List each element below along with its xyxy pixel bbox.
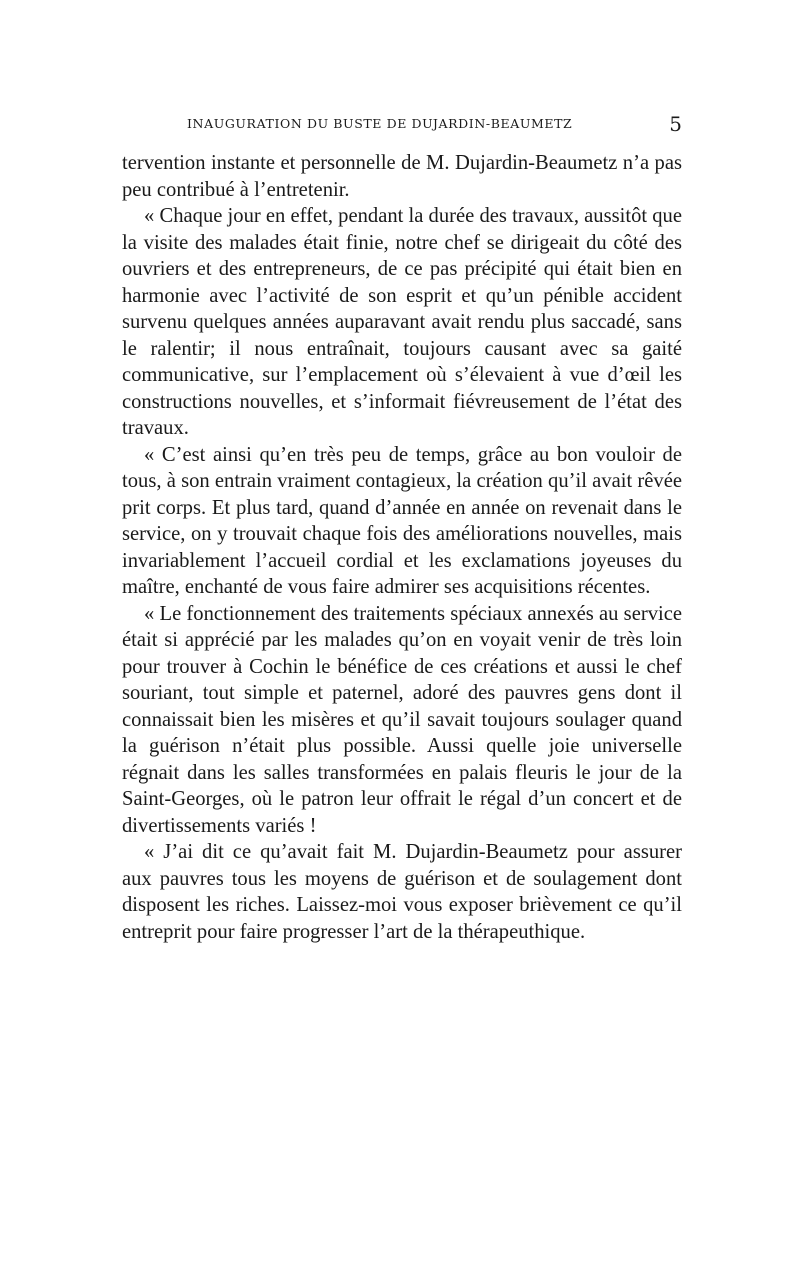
paragraph: « J’ai dit ce qu’avait fait M. Dujardin-Beaumetz pour assurer aux pauvres tous les moyens de guérison et de soulagement dont disposent les riches. Laissez-moi vous exposer brièvement ce qu’il entreprit pour faire progresser l’art de la thérapeuthique. [122,841,682,943]
running-title: INAUGURATION DU BUSTE DE DUJARDIN-BEAUMETZ [187,116,573,131]
body-text [122,150,682,945]
paragraph: « Le fonctionnement des traitements spéciaux annexés au service était si apprécié par les malades qu’on en voyait venir de très loin pour trouver à Cochin le bénéfice de ces créations et aussi le chef souriant, tout simple et paternel, adoré des pauvres gens dont il connaissait bien les misères et qu’il savait toujours soulager quand la guérison n’était plus possible. Aussi quelle joie universelle régnait dans les salles transformées en palais fleuris le jour de la Saint-Georges, où le patron leur offrait le régal d’un concert et de divertissements variés ! [122,602,682,837]
paragraph: « C’est ainsi qu’en très peu de temps, grâce au bon vouloir de tous, à son entrain vraiment contagieux, la création qu’il avait rêvée prit corps. Et plus tard, quand d’année en année on revenait dans le service, on y trouvait chaque fois des améliorations nouvelles, mais invariablement l’accueil cordial et les exclamations joyeuses du maître, enchanté de vous faire admirer ses acquisitions récentes. [122,443,682,598]
running-head [122,112,682,136]
paragraph: « Chaque jour en effet, pendant la durée des travaux, aussitôt que la visite des malades était finie, notre chef se dirigeait du côté des ouvriers et des entrepreneurs, de ce pas précipité qui était bien en harmonie avec l’activité de son esprit et qu’un pénible accident survenu quelques années auparavant avait rendu plus saccadé, sans le ralentir; il nous entraînait, toujours causant avec sa gaité communicative, sur l’emplacement où s’élevaient à vue d’œil les constructions nouvelles, et s’informait fiévreusement de l’état des travaux. [122,205,682,439]
paragraph-continuation: tervention instante et personnelle de M. Dujardin-Beaumetz n’a pas peu contribué à l’entretenir. [122,152,682,201]
page-number: 5 [669,112,682,136]
